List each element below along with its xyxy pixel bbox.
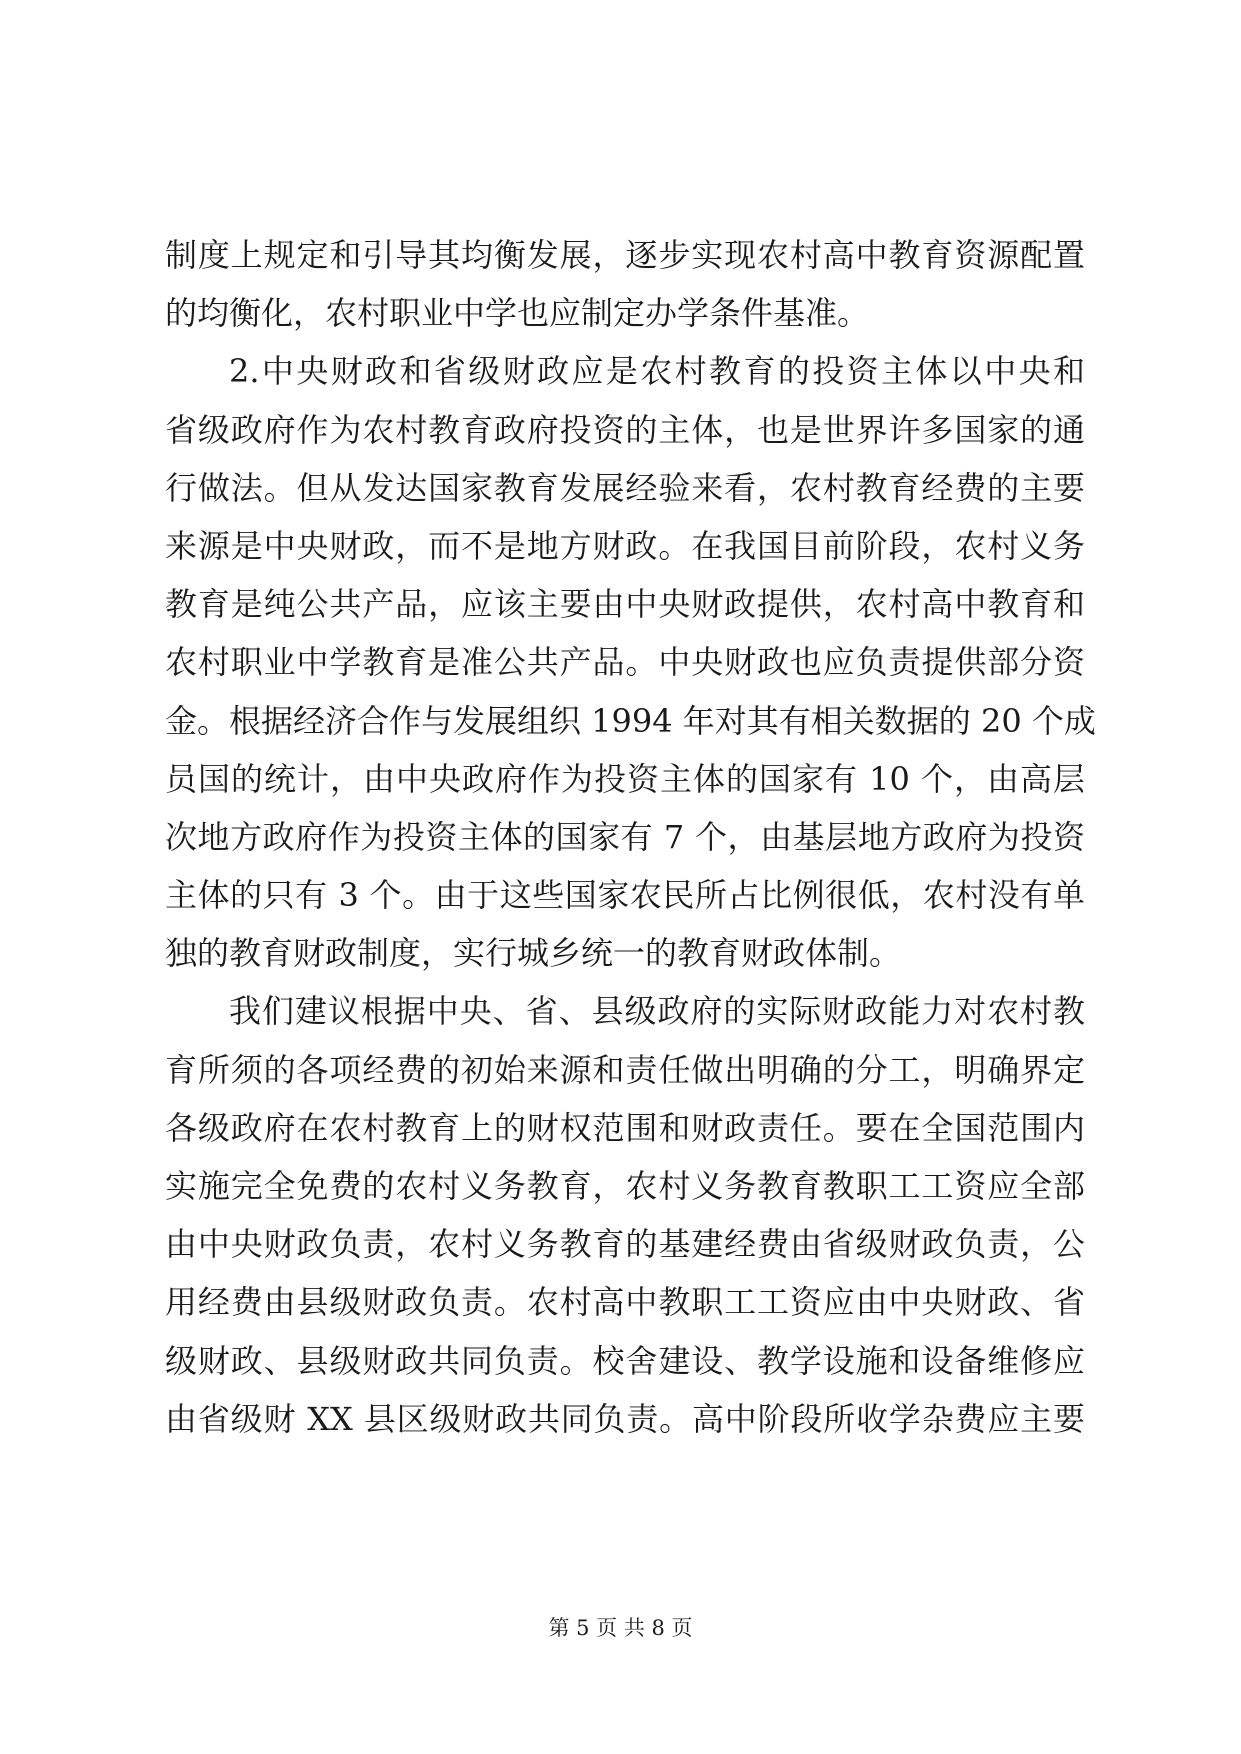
text-line: 各级政府在农村教育上的财权范围和财政责任。要在全国范围内 xyxy=(165,1108,1085,1147)
text-line: 农村职业中学教育是准公共产品。中央财政也应负责提供部分资 xyxy=(165,643,1085,682)
text-line: 育所须的各项经费的初始来源和责任做出明确的分工，明确界定 xyxy=(165,1050,1085,1089)
body-text xyxy=(165,226,1096,1448)
text-line: 金。根据经济合作与发展组织 1994 年对其有相关数据的 20 个成 xyxy=(165,701,1096,740)
text-line: 由中央财政负责，农村义务教育的基建经费由省级财政负责，公 xyxy=(165,1225,1085,1264)
text-line: 由省级财 XX 县区级财政共同负责。高中阶段所收学杂费应主要 xyxy=(165,1399,1085,1438)
text-line: 来源是中央财政，而不是地方财政。在我国目前阶段，农村义务 xyxy=(165,526,1085,565)
text-line: 的均衡化，农村职业中学也应制定办学条件基准。 xyxy=(165,294,870,333)
text-line: 我们建议根据中央、省、县级政府的实际财政能力对农村教 xyxy=(229,992,1085,1031)
text-line: 2.中央财政和省级财政应是农村教育的投资主体以中央和 xyxy=(229,352,1085,391)
text-line: 主体的只有 3 个。由于这些国家农民所占比例很低，农村没有单 xyxy=(165,876,1085,915)
text-line: 省级政府作为农村教育政府投资的主体，也是世界许多国家的通 xyxy=(165,410,1085,449)
text-line: 用经费由县级财政负责。农村高中教职工工资应由中央财政、省 xyxy=(165,1283,1085,1322)
text-line: 独的教育财政制度，实行城乡统一的教育财政体制。 xyxy=(165,934,902,973)
text-line: 制度上规定和引导其均衡发展，逐步实现农村高中教育资源配置 xyxy=(165,236,1085,274)
page-footer: 第 5 页 共 8 页 xyxy=(548,1616,693,1640)
text-line: 教育是纯公共产品，应该主要由中央财政提供，农村高中教育和 xyxy=(165,585,1085,624)
text-line: 行做法。但从发达国家教育发展经验来看，农村教育经费的主要 xyxy=(165,468,1085,507)
text-line: 实施完全免费的农村义务教育，农村义务教育教职工工资应全部 xyxy=(165,1167,1085,1205)
text-line: 级财政、县级财政共同负责。校舍建设、教学设施和设备维修应 xyxy=(165,1341,1085,1380)
text-line: 次地方政府作为投资主体的国家有 7 个，由基层地方政府为投资 xyxy=(165,817,1085,856)
text-line: 员国的统计，由中央政府作为投资主体的国家有 10 个，由高层 xyxy=(165,759,1085,798)
